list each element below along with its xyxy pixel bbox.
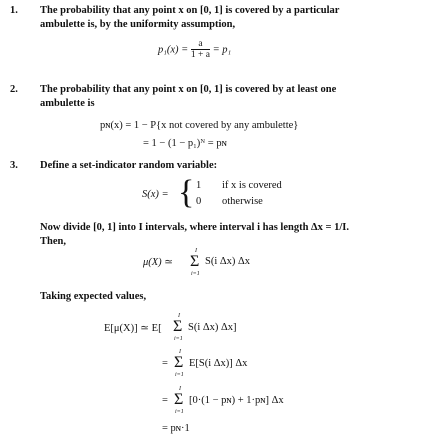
fraction <box>191 40 210 60</box>
p1-rhs: = p₁ <box>209 44 232 56</box>
sum-symbol: Σ <box>174 354 184 371</box>
sum-upper-limit: I <box>178 313 180 319</box>
sum-symbol: Σ <box>190 253 200 270</box>
item1-text-line2: ambulette is, by the uniformity assumption, <box>40 19 236 30</box>
mu-rhs: S(i Δx) Δx <box>205 256 251 267</box>
case-2-value: 0 <box>196 196 202 207</box>
sum-lower-limit: i=1 <box>174 336 183 342</box>
sum-lower-limit: i=1 <box>175 372 184 378</box>
e3-rhs: [0·(1 − pɴ) + 1·pɴ] Δx <box>189 395 284 406</box>
left-brace: { <box>178 174 195 211</box>
e2-equals: = <box>162 358 168 369</box>
item-number-3: 3. <box>10 160 18 171</box>
case-1-value: 1 <box>196 180 202 191</box>
sum-lower-limit: i=1 <box>191 271 200 277</box>
fraction-numerator: a <box>198 39 203 49</box>
item2-equation-2: = 1 − (1 − p₁)ᴺ = pɴ <box>143 138 227 149</box>
expect-text: Taking expected values, <box>40 291 147 302</box>
divide-text-line2: Then, <box>40 236 66 247</box>
item-number-2: 2. <box>10 84 18 95</box>
e1-rhs: S(i Δx) Δx] <box>188 322 237 333</box>
sum-upper-limit: I <box>179 386 181 392</box>
item1-text-line1: The probability that any point x on [0, 1] is covered by a particular <box>40 5 340 16</box>
item2-text-line1: The probability that any point x on [0, 1] is covered by at least one <box>40 84 337 95</box>
case-2-condition: otherwise <box>222 196 263 207</box>
item1-equation <box>158 40 231 60</box>
sum-symbol: Σ <box>174 391 184 408</box>
e4-result: = pɴ·1 <box>162 423 190 434</box>
mu-lhs <box>143 256 173 268</box>
item3-text-line1: Define a set-indicator random variable: <box>40 160 218 171</box>
e1-lhs: E[μ(X)] ≃ E[ <box>104 323 162 334</box>
divide-text-line1: Now divide [0, 1] into I intervals, where interval i has length Δx = 1/I. <box>40 222 349 233</box>
case-1-condition: if x is covered <box>222 180 282 191</box>
sum-upper-limit: I <box>179 349 181 355</box>
sum-symbol: Σ <box>173 318 183 335</box>
indicator-lhs <box>142 189 169 200</box>
mu-of-x: μ(X) ≃ <box>143 257 174 268</box>
item2-text-line2: ambulette is <box>40 98 95 109</box>
sum-upper-limit: I <box>195 248 197 254</box>
e3-equals: = <box>162 395 168 406</box>
item-number-1: 1. <box>10 5 18 16</box>
s-of-x: S(x) = <box>142 189 169 200</box>
sum-lower-limit: i=1 <box>175 409 184 415</box>
e2-rhs: E[S(i Δx)] Δx <box>189 358 248 369</box>
p1x-lhs: p₁(x) = <box>158 44 191 56</box>
item2-equation-1: pɴ(x) = 1 − P{x not covered by any ambulette} <box>100 120 299 131</box>
fraction-denominator: 1 + a <box>190 50 210 60</box>
